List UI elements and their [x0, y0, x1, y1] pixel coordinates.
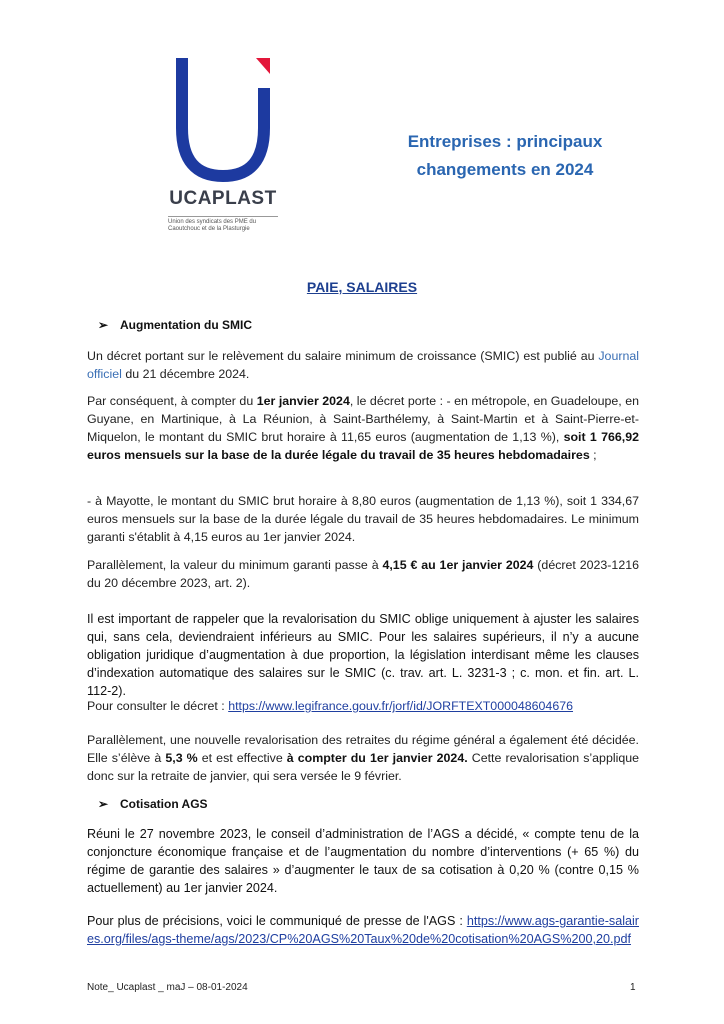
smic-p2-intro: Par conséquent, à compter du — [87, 394, 257, 408]
logo-divider — [168, 216, 278, 217]
document-title-line2: changements en 2024 — [416, 160, 594, 179]
decret-label: Pour consulter le décret : — [87, 699, 229, 713]
smic-p1-date: du 21 décembre 2024. — [121, 367, 250, 381]
document-title — [370, 128, 640, 184]
smic-paragraph-4 — [87, 556, 639, 592]
smic-p4-value: 4,15 € au 1er janvier 2024 — [382, 558, 534, 572]
ags-heading-label: Cotisation AGS — [120, 797, 208, 811]
decret-link[interactable]: https://www.legifrance.gouv.fr/jorf/id/JORFTEXT000048604676 — [228, 699, 574, 713]
smic-heading-label: Augmentation du SMIC — [120, 318, 252, 332]
section-title: PAIE, SALAIRES — [306, 279, 418, 295]
logo-subtitle: Union des syndicats des PME du Caoutchouc et de la Plasturgie — [168, 219, 257, 232]
smic-paragraph-3: - à Mayotte, le montant du SMIC brut horaire à 8,80 euros (augmentation de 1,13 %), soit 1 334,67 euros mensuels sur la base de la durée légale du travail de 35 heures hebdomadaires. Le minimum garanti s'établit à 4,15 euros au 1er janvier 2024. — [87, 494, 639, 544]
retraite-text: Parallèlement, une nouvelle revalorisation des retraites du régime général a également été décidée. Elle s’élève à — [87, 733, 639, 765]
smic-paragraph-7 — [87, 731, 639, 785]
smic-p2-date: 1er janvier 2024 — [256, 394, 350, 408]
page-number: 1 — [630, 982, 636, 993]
logo-u-mark-icon — [168, 58, 278, 188]
smic-paragraph-2 — [87, 392, 639, 464]
ucaplast-logo — [168, 58, 308, 248]
retraite-text-3: Cette revalorisation s’applique donc sur la retraite de janvier, qui sera versée le 9 février. — [87, 751, 640, 783]
smic-p1-text: Un décret portant sur le relèvement du salaire minimum de croissance (SMIC) est publié au — [87, 349, 599, 363]
retraite-date: à compter du 1er janvier 2024. — [286, 751, 468, 765]
smic-p2-end: ; — [589, 448, 597, 462]
ags-press-link[interactable]: https://www.ags-garantie-salaires.org/files/ags-theme/ags/2023/CP%20AGS%20Taux%20de%20cotisation%20AGS%200,20.pdf — [87, 914, 639, 946]
ags-press-label: Pour plus de précisions, voici le communiqué de presse de l'AGS : — [87, 914, 467, 928]
footer-note: Note_ Ucaplast _ maJ – 08-01-2024 — [87, 982, 248, 993]
smic-p2-amount: soit 1 766,92 euros mensuels sur la base de la durée légale du travail de 35 heures hebdomadaires — [87, 430, 639, 462]
journal-officiel-text: Journal officiel — [87, 349, 639, 381]
retraite-rate: 5,3 % — [165, 751, 198, 765]
smic-paragraph-1 — [87, 347, 639, 383]
document-title-line1: Entreprises : principaux — [407, 132, 603, 151]
ags-heading — [98, 797, 208, 811]
smic-p4-ref: (décret 2023-1216 du 20 décembre 2023, art. 2). — [87, 558, 639, 590]
smic-paragraph-5: Il est important de rappeler que la revalorisation du SMIC oblige uniquement à ajuster les salaires qui, sans cela, deviendraient inférieurs au SMIC. Pour les salaires supérieurs, il n’y a aucune obligation juridique d’augmentation à due proportion, la législation interdisant même les clauses d’indexation automatique des salaires sur le SMIC (c. trav. art. L. 3231-3 ; c. mon. et fin. art. L. 112-2). — [87, 612, 639, 698]
arrow-bullet-icon: ➢ — [98, 797, 109, 811]
smic-p2-body: , le décret porte : - en métropole, en Guadeloupe, en Guyane, en Martinique, à La Réunion, à Saint-Barthélemy, à Saint-Martin et à Saint-Pierre-et-Miquelon, le montant du SMIC brut horaire à 11,65 euros (augmentation de 1,13 %), — [87, 394, 639, 444]
ags-paragraph-2 — [87, 912, 639, 948]
smic-heading — [98, 318, 252, 332]
logo-wordmark: UCAPLAST — [169, 188, 277, 209]
arrow-bullet-icon: ➢ — [98, 318, 109, 332]
smic-paragraph-6 — [87, 697, 639, 715]
retraite-text-2: et est effective — [197, 751, 287, 765]
ags-paragraph-1: Réuni le 27 novembre 2023, le conseil d’administration de l’AGS a décidé, « compte tenu de la conjoncture économique française et de l’augmentation du nombre d’interventions (+ 65 %) du régime de garantie des salaires » d’augmenter le taux de sa cotisation à 0,20 % (contre 0,15 % actuellement) au 1er janvier 2024. — [87, 827, 639, 895]
smic-p4-intro: Parallèlement, la valeur du minimum garanti passe à — [87, 558, 383, 572]
